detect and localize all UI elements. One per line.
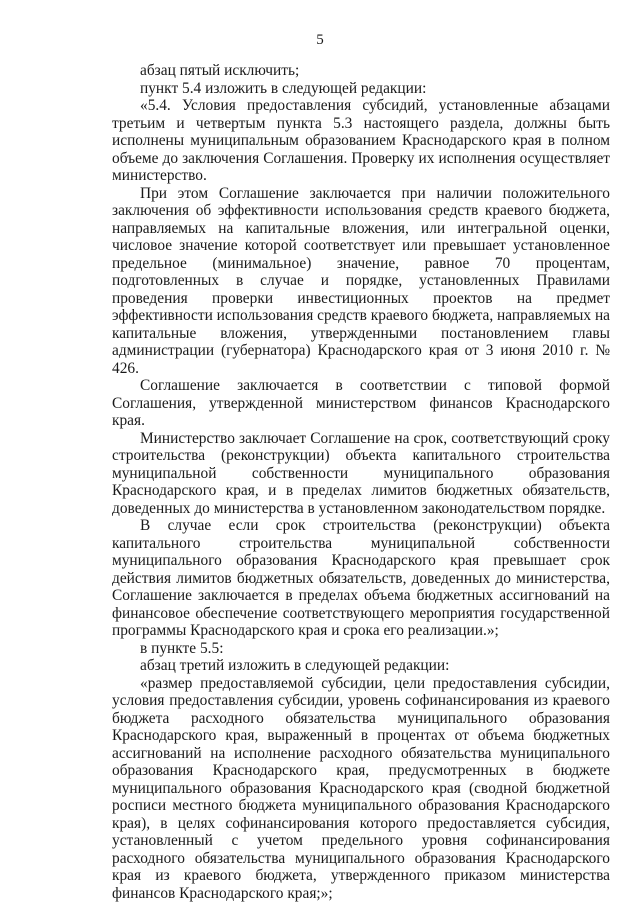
paragraph: пункт 5.4 изложить в следующей редакции: — [140, 79, 427, 97]
paragraph: «размер предоставляемой субсидии, цели предоставления субсидии, условия предоставления субсидии, уровень софинансирования из краевого бюджета расходного обязательства муниципального образования Краснодарского края, выраженный в процентах от объема бюджетных ассигнований на исполнение расходного обязательства муниципального образования Краснодарского края, предусмотренных в бюджете муниципального образования Краснодарского края (сводной бюджетной росписи местного бюджета муниципального образования Краснодарского края), в целях софинансирования которого предоставляется субсидия, установленный с учетом предельного уровня софинансирования расходного обязательства муниципального образования Краснодарского края из краевого бюджета, утвержденного приказом министерства финансов Краснодарского края;»; — [112, 674, 610, 902]
paragraph: При этом Соглашение заключается при наличии положительного заключения об эффективности использования средств краевого бюджета, направляемых на капитальные вложения, или интегральной оценки, числовое значение которой соответствует или превышает установленное предельное (минимальное) значение, равное 70 процентам, подготовленных в случае и порядке, установленных Правилами проведения проверки инвестиционных проектов на предмет эффективности использования средств краевого бюджета, направляемых на капитальные вложения, утвержденными постановлением главы администрации (губернатора) Краснодарского края от 3 июня 2010 г. № 426. — [112, 184, 611, 377]
paragraph: абзац третий изложить в следующей редакции: — [140, 657, 450, 674]
document-body — [112, 62, 610, 902]
paragraph: Соглашение заключается в соответствии с типовой формой Соглашения, утвержденной министерством финансов Краснодарского края. — [112, 377, 610, 429]
paragraph: «5.4. Условия предоставления субсидий, установленные абзацами третьим и четвертым пункта 5.3 настоящего раздела, должны быть исполнены муниципальным образованием Краснодарского края в полном объеме до заключения Соглашения. Проверку их исполнения осуществляет министерство. — [112, 97, 610, 184]
paragraph: Министерство заключает Соглашение на срок, соответствующий сроку строительства (реконструкции) объекта капитального строительства муниципальной собственности муниципального образования Краснодарского края, и в пределах лимитов бюджетных обязательств, доведенных до министерства в установленном законодательством порядке. — [112, 429, 610, 517]
paragraph: В случае если срок строительства (реконструкции) объекта капитального строительства муниципальной собственности муниципального образования Краснодарского края превышает срок действия лимитов бюджетных обязательств, доведенных до министерства, Соглашение заключается в пределах объема бюджетных ассигнований на финансовое обеспечение соответствующего мероприятия государственной программы Краснодарского края и срока его реализации.»; — [112, 517, 610, 639]
page-number: 5 — [316, 32, 324, 48]
paragraph: в пункте 5.5: — [140, 639, 224, 657]
paragraph: абзац пятый исключить; — [140, 62, 300, 79]
